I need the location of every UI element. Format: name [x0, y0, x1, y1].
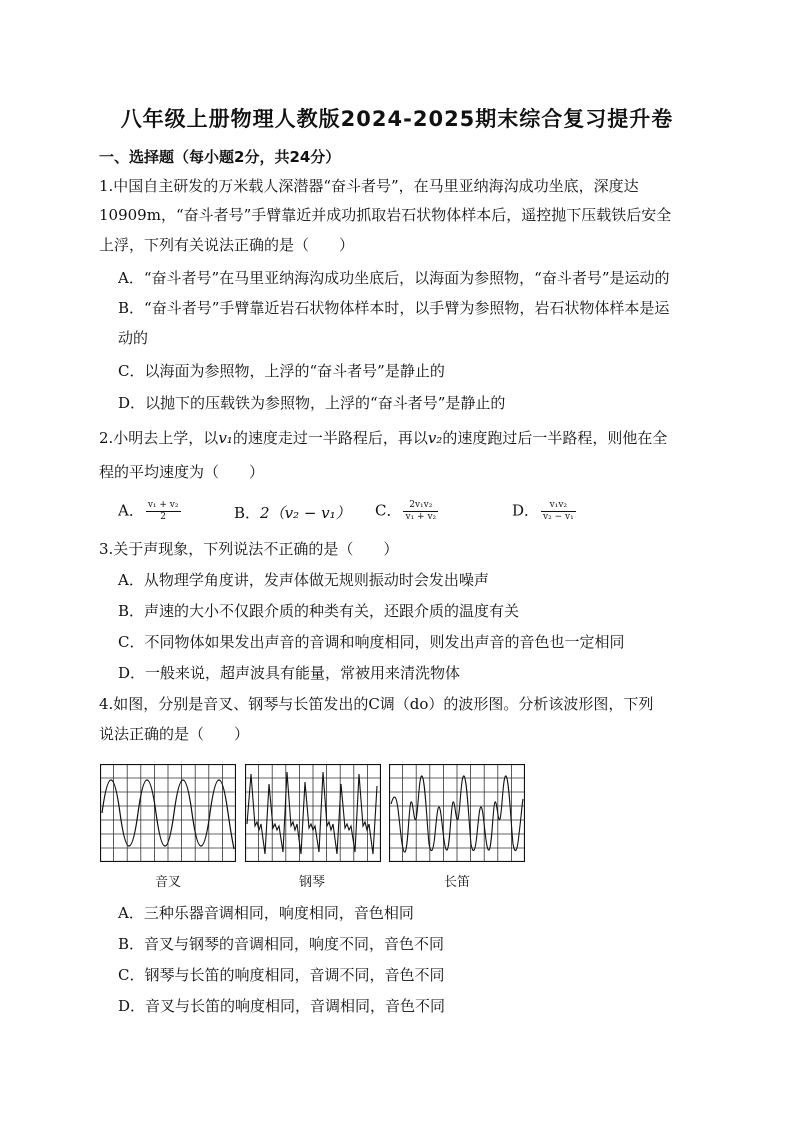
q1-option-d: D．以抛下的压载铁为参照物，上浮的“奋斗者号”是静止的: [118, 394, 506, 412]
waveform-flute: [389, 764, 525, 862]
q3-option-c: C．不同物体如果发出声音的音调和响度相同，则发出声音的音色也一定相同: [118, 633, 625, 651]
q1-stem-line2: 10909m，“奋斗者号”手臂靠近并成功抓取岩石状物体样本后，遥控抛下压载铁后安全: [99, 206, 672, 224]
q4-option-c: C．钢琴与长笛的响度相同，音调不同，音色不同: [118, 966, 445, 984]
q2-stem-line2: 程的平均速度为（ ）: [99, 463, 265, 481]
q2-option-c-fraction: [403, 500, 438, 523]
q4-option-a: A．三种乐器音调相同，响度相同，音色相同: [118, 904, 414, 922]
q4-stem-line1: 4.如图，分别是音叉、钢琴与长笛发出的C调（do）的波形图。分析该波形图，下列: [99, 695, 654, 713]
q1-stem-line3: 上浮，下列有关说法正确的是（ ）: [99, 236, 355, 254]
label-flute: 长笛: [444, 875, 471, 890]
q2-option-a-denominator: 2: [160, 512, 167, 522]
q3-stem: 3.关于声现象，下列说法不正确的是（ ）: [99, 540, 399, 558]
q2-stem-line1: [99, 428, 667, 448]
q4-option-b: B．音叉与钢琴的音调相同，响度不同，音色不同: [118, 935, 445, 953]
label-tuning-fork: 音叉: [155, 875, 182, 890]
q2-option-d-numerator: v₁v₂: [541, 500, 576, 512]
q3-option-a: A．从物理学角度讲，发声体做无规则振动时会发出噪声: [118, 571, 489, 589]
q2-option-c-numerator: 2v₁v₂: [403, 500, 438, 512]
q1-stem-line1: 1.中国自主研发的万米载人深潜器“奋斗者号”，在马里亚纳海沟成功坐底，深度达: [99, 177, 639, 195]
q2-option-b-label: B．: [234, 504, 261, 522]
q2-option-d: [512, 500, 578, 523]
q1-option-c: C．以海面为参照物，上浮的“奋斗者号”是静止的: [118, 362, 445, 380]
piano-wave: [247, 772, 377, 854]
q2-option-d-label: D．: [512, 501, 540, 520]
waveform-piano: [245, 764, 381, 862]
q2-v1: v₁: [218, 429, 233, 447]
q3-option-d: D．一般来说，超声波具有能量，常被用来清洗物体: [118, 664, 461, 682]
q2-option-b: [234, 503, 351, 523]
waveform-tuning-fork: [100, 764, 236, 862]
q2-option-b-expr: 2（v₂ − v₁）: [260, 504, 351, 522]
section-heading: 一、选择题（每小题2分，共24分）: [99, 148, 341, 166]
q2-v2: v₂: [427, 429, 443, 447]
label-piano: 钢琴: [299, 875, 326, 890]
q2-option-c-label: C．: [375, 501, 402, 520]
q2-option-a-numerator: v₁ + v₂: [147, 500, 179, 510]
q1-option-b-cont: 动的: [118, 329, 149, 347]
q2-option-c-denominator: v₁ + v₂: [405, 512, 437, 522]
q2-option-a-fraction: [146, 500, 181, 523]
q4-stem-line2: 说法正确的是（ ）: [99, 725, 250, 743]
q2-option-d-fraction: [541, 500, 576, 523]
q2-stem-part1: 2.小明去上学，以: [99, 429, 219, 447]
q2-option-a: [118, 500, 183, 523]
q3-option-b: B．声速的大小不仅跟介质的种类有关，还跟介质的温度有关: [118, 602, 520, 620]
q2-stem-part3: 的速度跑过后一半路程，则他在全: [442, 429, 668, 447]
q1-option-a: A．“奋斗者号”在马里亚纳海沟成功坐底后，以海面为参照物，“奋斗者号”是运动的: [118, 269, 670, 287]
q2-option-d-denominator: v₂ − v₁: [543, 512, 574, 522]
q2-option-a-label: A．: [118, 501, 144, 520]
q1-option-b: B．“奋斗者号”手臂靠近岩石状物体样本时，以手臂为参照物，岩石状物体样本是运: [118, 299, 670, 317]
page-title: 八年级上册物理人教版2024-2025期末综合复习提升卷: [120, 107, 674, 131]
q4-option-d: D．音叉与长笛的响度相同，音调相同，音色不同: [118, 997, 446, 1015]
q2-stem-part2: 的速度走过一半路程后，再以: [232, 429, 428, 447]
q2-option-c: [375, 500, 440, 523]
